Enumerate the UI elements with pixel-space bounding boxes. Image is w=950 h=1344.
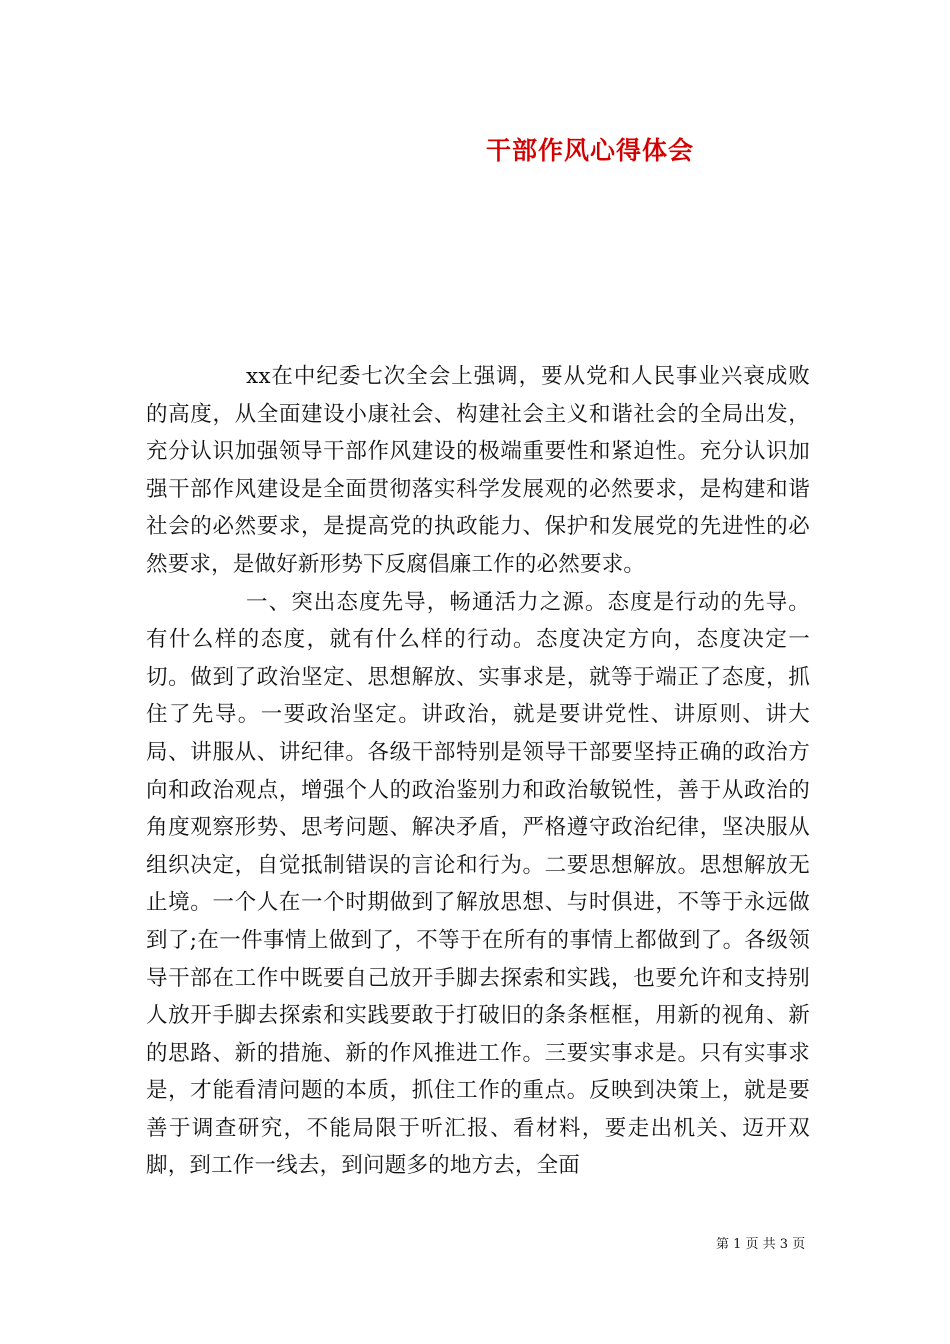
- document-title: 干部作风心得体会: [485, 136, 694, 165]
- document-body: [146, 358, 810, 1185]
- paragraph-intro: xx在中纪委七次全会上强调，要从党和人民事业兴衰成败的高度，从全面建设小康社会、构建社会主义和谐社会的全局出发，充分认识加强领导干部作风建设的极端重要性和紧迫性。充分认识加强干部作风建设是全面贯彻落实科学发展观的必然要求，是构建和谐社会的必然要求，是提高党的执政能力、保护和发展党的先进性的必然要求，是做好新形势下反腐倡廉工作的必然要求。: [146, 364, 810, 577]
- page-number-footer: 第 1 页 共 3 页: [716, 1237, 806, 1252]
- paragraph-section-one: 一、突出态度先导，畅通活力之源。态度是行动的先导。有什么样的态度，就有什么样的行动。态度决定方向，态度决定一切。做到了政治坚定、思想解放、实事求是，就等于端正了态度，抓住了先导。一要政治坚定。讲政治，就是要讲党性、讲原则、讲大局、讲服从、讲纪律。各级干部特别是领导干部要坚持正确的政治方向和政治观点，增强个人的政治鉴别力和政治敏锐性，善于从政治的角度观察形势、思考问题、解决矛盾，严格遵守政治纪律，坚决服从组织决定，自觉抵制错误的言论和行为。二要思想解放。思想解放无止境。一个人在一个时期做到了解放思想、与时俱进，不等于永远做到了;在一件事情上做到了，不等于在所有的事情上都做到了。各级领导干部在工作中既要自己放开手脚去探索和实践，也要允许和支持别人放开手脚去探索和实践要敢于打破旧的条条框框，用新的视角、新的思路、新的措施、新的作风推进工作。三要实事求是。只有实事求是，才能看清问题的本质，抓住工作的重点。反映到决策上，就是要善于调查研究，不能局限于听汇报、看材料，要走出机关、迈开双脚，到工作一线去，到问题多的地方去，全面: [146, 589, 810, 1179]
